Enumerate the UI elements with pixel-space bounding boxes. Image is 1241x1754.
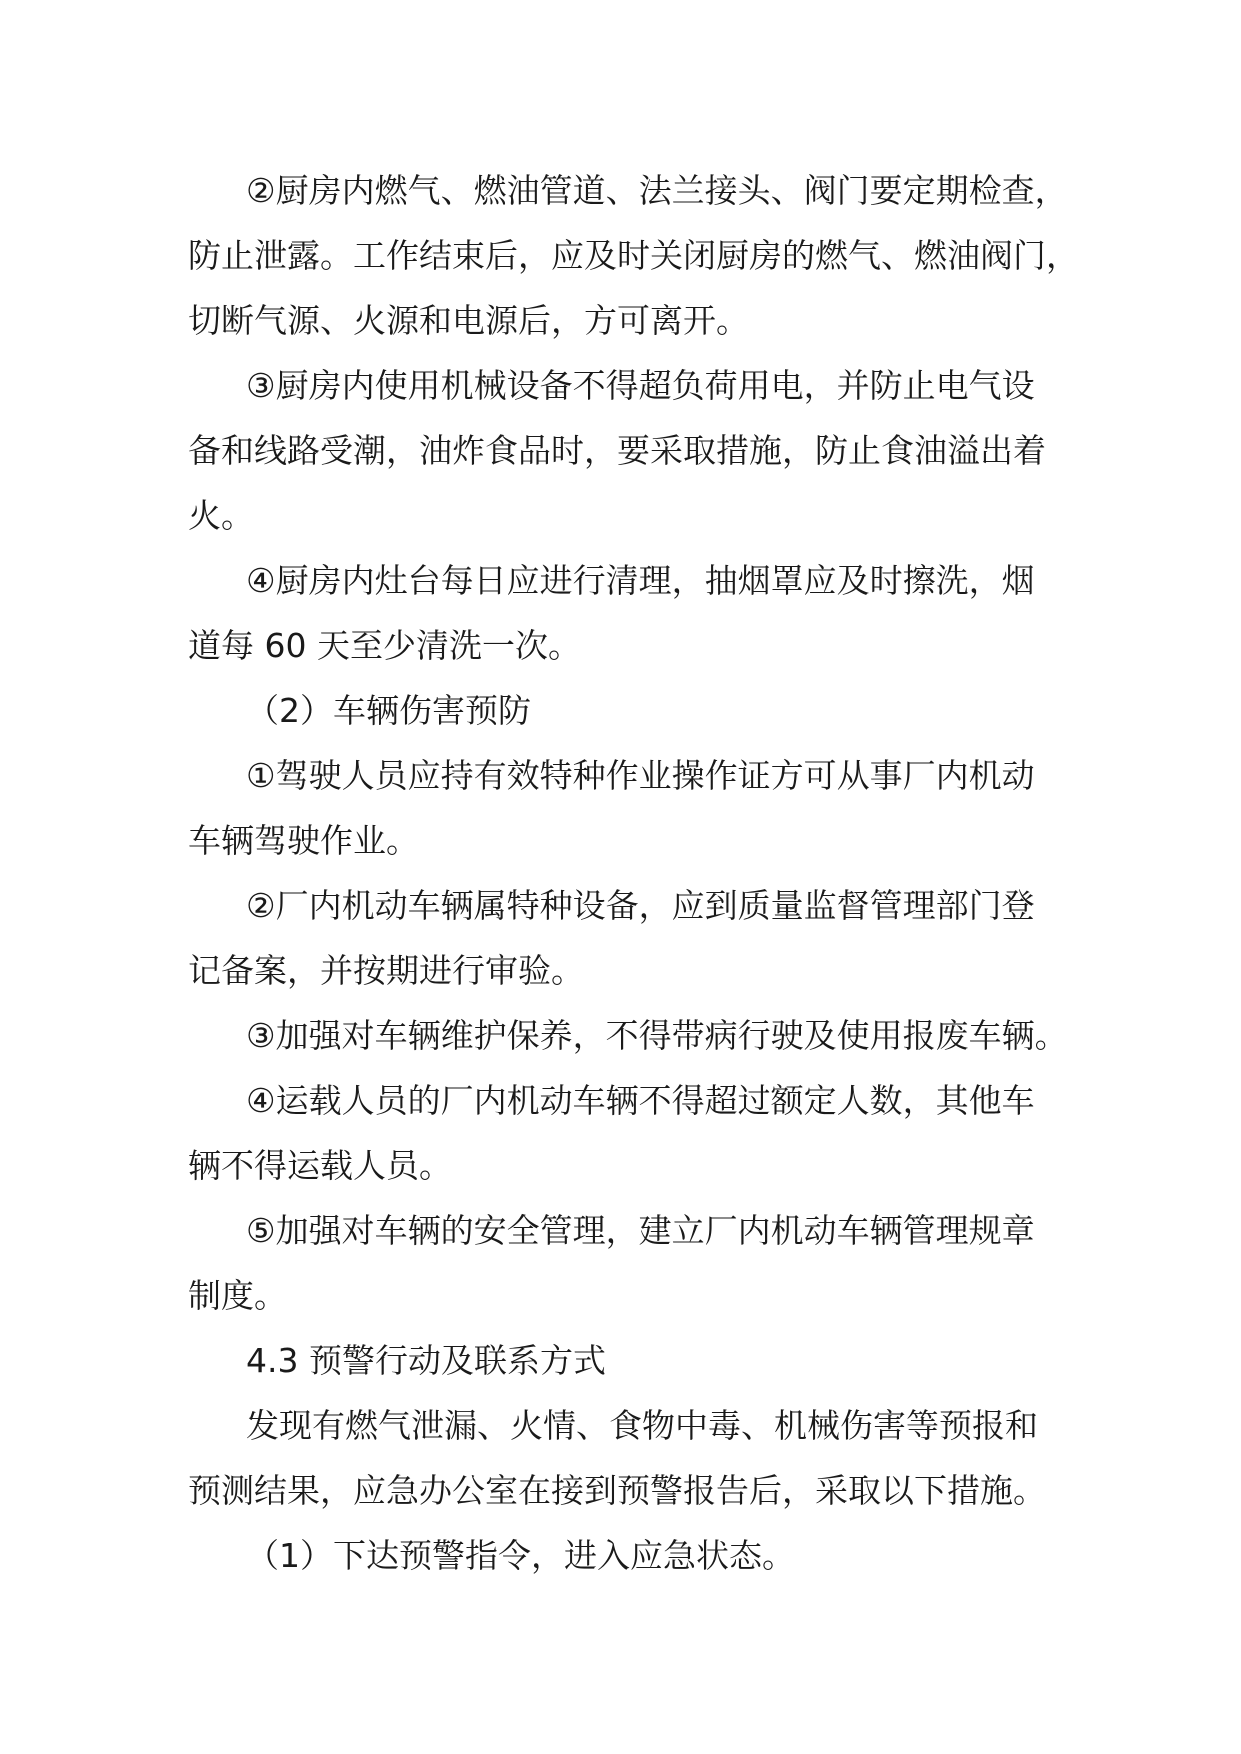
text-line: 制度。	[188, 1276, 287, 1315]
paragraph-vehicle-item-1	[188, 743, 1053, 873]
text-line: 预测结果，应急办公室在接到预警报告后，采取以下措施。	[188, 1471, 1046, 1510]
text-line: ②厂内机动车辆属特种设备，应到质量监督管理部门登	[246, 886, 1035, 925]
text-line: 记备案，并按期进行审验。	[188, 951, 584, 990]
text-line: 道每 60 天至少清洗一次。	[188, 626, 581, 665]
text-line: 防止泄露。工作结束后，应及时关闭厨房的燃气、燃油阀门，	[188, 236, 1079, 275]
section-heading-vehicle	[188, 678, 1053, 743]
document-body	[188, 158, 1079, 1588]
text-line: ④运载人员的厂内机动车辆不得超过额定人数，其他车	[246, 1081, 1035, 1120]
text-line: 火。	[188, 496, 254, 535]
text-line: 发现有燃气泄漏、火情、食物中毒、机械伤害等预报和	[246, 1406, 1038, 1445]
text-line: 车辆驾驶作业。	[188, 821, 419, 860]
text-line: ③加强对车辆维护保养，不得带病行驶及使用报废车辆。	[246, 1016, 1068, 1055]
paragraph-kitchen-item-4	[188, 548, 1053, 678]
paragraph-warning-step-1	[188, 1523, 1053, 1588]
paragraph-vehicle-item-2	[188, 873, 1053, 1003]
text-line: 备和线路受潮，油炸食品时，要采取措施，防止食油溢出着	[188, 431, 1046, 470]
text-line: ②厨房内燃气、燃油管道、法兰接头、阀门要定期检查，	[246, 171, 1068, 210]
paragraph-vehicle-item-3	[188, 1003, 1068, 1068]
text-line: 切断气源、火源和电源后，方可离开。	[188, 301, 749, 340]
text-line: ④厨房内灶台每日应进行清理，抽烟罩应及时擦洗，烟	[246, 561, 1035, 600]
heading-text: （2）车辆伤害预防	[246, 691, 531, 730]
heading-text: 4.3 预警行动及联系方式	[246, 1341, 606, 1380]
text-line: （1）下达预警指令，进入应急状态。	[246, 1536, 795, 1575]
paragraph-warning-intro	[188, 1393, 1053, 1523]
text-line: ⑤加强对车辆的安全管理，建立厂内机动车辆管理规章	[246, 1211, 1035, 1250]
text-line: ①驾驶人员应持有效特种作业操作证方可从事厂内机动	[246, 756, 1035, 795]
text-line: 辆不得运载人员。	[188, 1146, 452, 1185]
paragraph-vehicle-item-5	[188, 1198, 1053, 1328]
text-line: ③厨房内使用机械设备不得超负荷用电，并防止电气设	[246, 366, 1035, 405]
section-heading-4-3	[188, 1328, 1053, 1393]
paragraph-vehicle-item-4	[188, 1068, 1053, 1198]
paragraph-kitchen-item-2	[188, 158, 1079, 353]
paragraph-kitchen-item-3	[188, 353, 1053, 548]
